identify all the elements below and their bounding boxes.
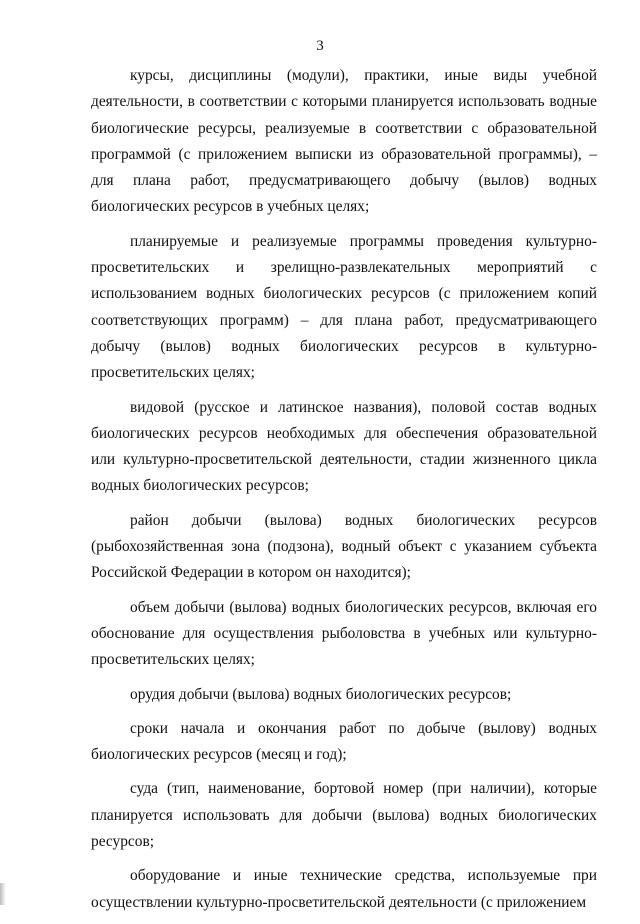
paragraph-work-dates: сроки начала и окончания работ по добыче (вылову) водных биологических ресурсов (месяц и год); [91, 719, 597, 764]
document-body [91, 63, 597, 924]
paragraph-vessels: суда (тип, наименование, бортовой номер (при наличии), которые планируется использовать для добычи (вылова) водных биологических ресурсов; [91, 780, 597, 851]
paragraph-catch-volume: объем добычи (вылова) водных биологических ресурсов, включая его обоснование для осуществления рыболовства в учебных или культурно-просветительских целях; [91, 598, 597, 669]
paragraph-fishing-gear: орудия добычи (вылова) водных биологических ресурсов; [130, 685, 512, 703]
paragraph-catch-area: район добычи (вылова) водных биологических ресурсов (рыбохозяйственная зона (подзона), водный объект с указанием субъекта Российской Федерации в котором он находится); [91, 511, 597, 582]
paragraph-equipment: оборудование и иные технические средства, используемые при осуществлении культурно-просветительской деятельности (с приложением [91, 867, 597, 911]
paragraph-courses: курсы, дисциплины (модули), практики, иные виды учебной деятельности, в соответствии с которыми планируется использовать водные биологические ресурсы, реализуемые в соответствии с образовательной программой (с приложением выписки из образовательной программы), – для плана работ, предусматривающего добычу (вылов) водных биологических ресурсов в учебных целях; [91, 67, 597, 216]
scan-edge-shadow [0, 883, 6, 905]
paragraph-species-composition: видовой (русское и латинское названия), половой состав водных биологических ресурсов необходимых для обеспечения образовательной или культурно-просветительской деятельности, стадии жизненного цикла водных биологических ресурсов; [91, 398, 597, 495]
page-number: 3 [316, 38, 324, 54]
paragraph-cultural-programs: планируемые и реализуемые программы проведения культурно-просветительских и зрелищно-развлекательных мероприятий с использованием водных биологических ресурсов (с приложением копий соответствующих программ) – для плана работ, предусматривающего добычу (вылов) водных биологических ресурсов в культурно-просветительских целях; [91, 232, 597, 382]
